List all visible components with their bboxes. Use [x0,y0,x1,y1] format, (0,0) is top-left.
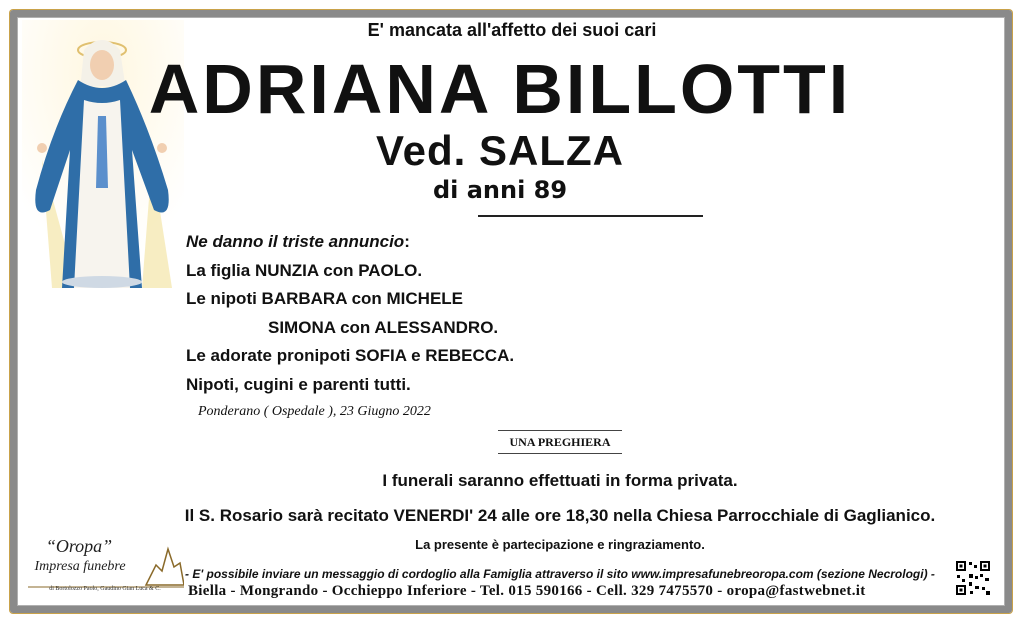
contacts-line: Biella - Mongrando - Occhieppo Inferiore - Tel. 015 590166 - Cell. 329 7475570 - oropa@fastwebnet.it [188,583,866,599]
widow-of: Ved. SALZA [375,127,625,174]
announcement-intro [186,232,410,252]
announcement-intro-colon: : [404,232,410,251]
announcement-intro-label: Ne danno il triste annuncio [186,232,405,251]
thanks-note: La presente è partecipazione e ringraziamento. [415,537,705,552]
funeral-notice: I funerali saranno effettuati in forma privata. [382,471,738,490]
announcement-line: La figlia NUNZIA con PAOLO. [186,261,423,280]
prayer-link[interactable]: UNA PREGHIERA [498,430,622,454]
announcement-line: Nipoti, cugini e parenti tutti. [186,375,411,394]
announcement-line: Le nipoti BARBARA con MICHELE [186,289,464,308]
qr-code-icon[interactable] [955,560,991,596]
place-date: Ponderano ( Ospedale ), 23 Giugno 2022 [198,404,431,419]
intro-text: E' mancata all'affetto dei suoi cari [367,20,657,40]
logo-subtitle: Impresa funebre [34,559,126,574]
logo-name: “Oropa” [45,536,113,556]
announcement-line: SIMONA con ALESSANDRO. [268,318,499,337]
deceased-name: ADRIANA BILLOTTI [148,50,852,128]
divider-line [478,215,703,217]
announcement-line: Le adorate pronipoti SOFIA e REBECCA. [186,346,515,365]
age-text: di anni 89 [432,176,568,204]
condolence-note: - E' possibile inviare un messaggio di cordoglio alla Famiglia attraverso il sito www.impresafunebreoropa.com (sezione Necrologi) - [185,567,935,581]
logo-owners: di Bortolozzo Paolo, Gaudino Gian Luca & C. [49,586,161,592]
rosary-notice: Il S. Rosario sarà recitato VENERDI' 24 alle ore 18,30 nella Chiesa Parrocchiale di Gaglianico. [184,506,936,525]
